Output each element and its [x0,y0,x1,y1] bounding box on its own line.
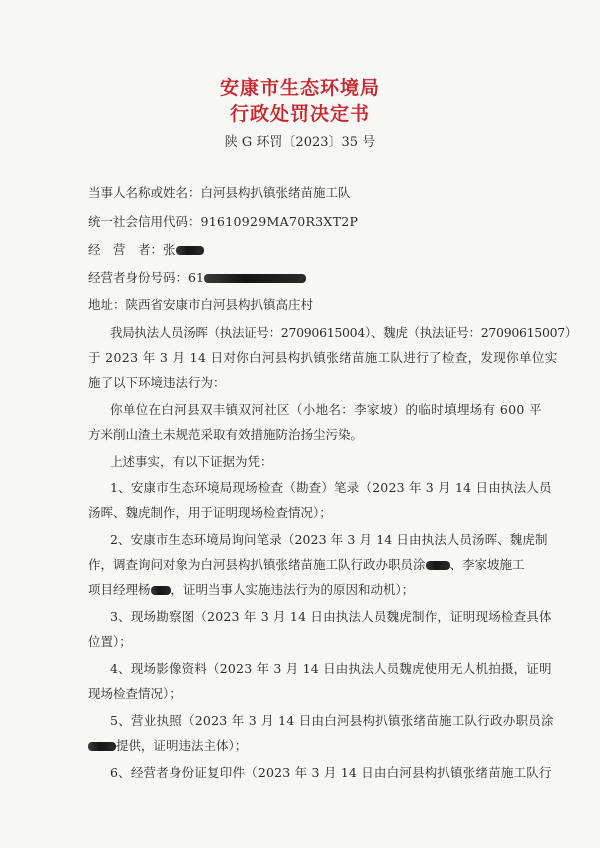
operator-value: 张 [163,242,176,257]
evidence-line [88,736,247,754]
evidence-text: 提供，证明违法主体）； [116,738,248,753]
operator-id-row [88,268,306,286]
party-name-value: 白河县构扒镇张绪苗施工队 [200,185,351,200]
operator-redaction [176,246,204,255]
document-number: 陕 G 环罚〔2023〕35 号 [224,135,376,150]
credit-code-row [88,212,358,230]
evidence-line: 2、安康市生态环境局询问笔录（2023 年 3 月 14 日由执法人员汤晖、魏虎制 [110,532,548,547]
evidence-text: ，证明当事人实施违法行为的原因和动机）； [170,582,415,597]
operator-id-redaction [204,274,306,283]
issuing-authority: 安康市生态环境局 [219,77,380,99]
evidence-line [88,580,414,598]
operator-id-label: 经营者身份号码： [88,270,189,285]
operator-label: 经 营 者： [88,242,164,257]
evidence-line: 位置）； [88,634,132,649]
document-title: 行政处罚决定书 [229,103,370,125]
address-value: 陕西省安康市白河县构扒镇高庄村 [125,297,314,312]
paragraph-line: 你单位在白河县双丰镇双河社区（小地名：李家坡）的临时填埋场有 600 平 [110,402,542,417]
credit-code-value: 91610929MA70R3XT2P [200,214,359,229]
evidence-text: 、李家坡施工 [449,557,525,572]
operator-id-value: 61 [188,270,204,285]
paragraph-line: 施了以下环境违法行为： [88,375,226,390]
evidence-line: 现场检查情况）； [88,686,182,701]
paragraph-line: 方米削山渣土未规范采取有效措施防治扬尘污染。 [88,427,364,442]
address-row [88,295,313,313]
credit-code-label: 统一社会信用代码： [88,214,201,229]
manager-name-redaction [151,586,171,595]
evidence-line: 6、经营者身份证复印件（2023 年 3 月 14 日由白河县构扒镇张绪苗施工队行 [110,765,552,780]
paragraph-line: 于 2023 年 3 月 14 日对你白河县构扒镇张绪苗施工队进行了检查，发现你单位实 [88,350,558,365]
address-label: 地址： [88,297,126,312]
operator-row [88,240,204,258]
party-name-row [88,183,351,201]
evidence-line: 5、营业执照（2023 年 3 月 14 日由白河县构扒镇张绪苗施工队行政办职员涂 [110,713,554,728]
clerk-name-redaction [426,561,450,570]
evidence-text: 项目经理杨 [88,582,151,597]
evidence-text: 作，调查询问对象为白河县构扒镇张绪苗施工队行政办职员涂 [88,557,426,572]
evidence-line [88,555,525,573]
paragraph-line: 上述事实，有以下证据为凭： [110,454,273,469]
evidence-line: 4、现场影像资料（2023 年 3 月 14 日由执法人员魏虎使用无人机拍摄，证明 [110,661,552,676]
evidence-line: 汤晖、魏虎制作，用于证明现场检查情况）； [88,505,332,520]
paragraph-line: 我局执法人员汤晖（执法证号：27090615004）、魏虎（执法证号：27090615007） [110,325,578,340]
clerk-name-redaction [88,742,116,751]
party-name-label: 当事人名称或姓名： [88,185,201,200]
evidence-line: 1、安康市生态环境局现场检查（勘查）笔录（2023 年 3 月 14 日由执法人员 [110,480,552,495]
evidence-line: 3、现场勘察图（2023 年 3 月 14 日由执法人员魏虎制作，证明现场检查具体 [110,609,552,624]
